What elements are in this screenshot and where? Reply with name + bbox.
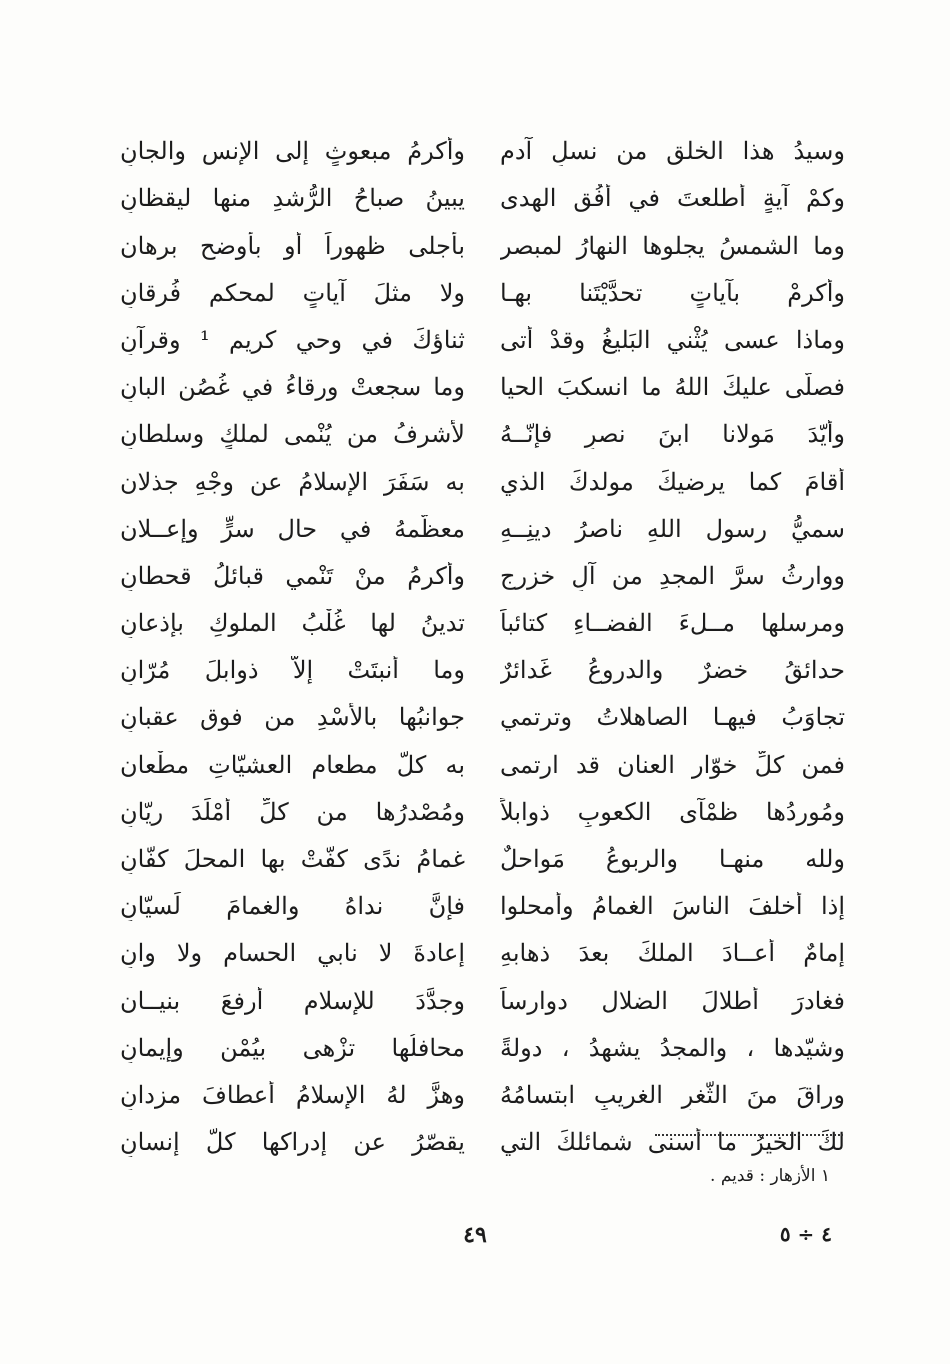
verse-sadr: لكَ الخيرُ ما أسنى شمائلكَ التي (500, 1128, 845, 1157)
verse-row (120, 411, 845, 458)
verse-sadr: وشيّدها ، والمجدُ يشهدُ ، دولةً (500, 1033, 845, 1062)
verse-row (120, 1119, 845, 1166)
verse-row (120, 977, 845, 1024)
verse-sadr: أقامَ كما يرضيكَ مولدكَ الذي (500, 467, 845, 496)
verse-row (120, 836, 845, 883)
verse-ajuz: معظّمهُ في حالِ سرٍّ وإعــلانِ (120, 514, 465, 543)
verse-row (120, 553, 845, 600)
verse-ajuz: لأشرفُ من يُنْمى لملكٍ وسلطانِ (120, 420, 465, 449)
verse-sadr: إمامٌ أعــادَ الملكَ بعدَ ذهابهِ (500, 939, 845, 968)
verse-ajuz: به كلُّ مطعامِ العشيّاتِ مطْعانِ (120, 750, 465, 779)
verse-row (120, 175, 845, 222)
printer-signature-mark: ٤ ÷ ٥ (779, 1222, 832, 1246)
verse-ajuz: بأجلى ظهوراً أو بأوضحِ برهانِ (120, 231, 465, 260)
verse-ajuz: فإنَّ نداهُ والغمامَ لَسيّانِ (120, 892, 465, 921)
verse-row (120, 1025, 845, 1072)
verse-ajuz: جوانبُها بالأسْدِ من فوقِ عقبانِ (120, 703, 465, 732)
poem-body (120, 128, 845, 1157)
verse-sadr: سميُّ رسولِ اللهِ ناصرُ دينِــهِ (500, 514, 845, 543)
verse-ajuz: وما أنبتَتْ إلاّ ذوابلَ مُرّانِ (120, 656, 465, 685)
verse-row (120, 222, 845, 269)
verse-ajuz: يقصّرُ عن إدراكها كلُّ إنسانِ (120, 1128, 465, 1157)
verse-row (120, 883, 845, 930)
verse-row (120, 789, 845, 836)
verse-sadr: وأكرمْ بآياتٍ تحدَّيْتَنا بهـا (500, 278, 845, 307)
verse-ajuz: ثناؤكَ في وحيٍ كريمٍ ¹ وقرآنِ (120, 325, 465, 354)
verse-row (120, 317, 845, 364)
verse-sadr: حدائقُ خضرٌ والدروعُ غَدائرٌ (500, 656, 845, 685)
verse-row (120, 694, 845, 741)
verse-row (120, 741, 845, 788)
verse-ajuz: وأكرمُ مبعوثٍ إلى الإنسِ والجانِ (120, 137, 465, 166)
verse-ajuz: وهزَّ لهُ الإسلامُ أعطافَ مزدانِ (120, 1080, 465, 1109)
footnote-divider (655, 1134, 843, 1136)
verse-ajuz: وما سجعتْ ورقاءُ في غُصُنِ البانِ (120, 373, 465, 402)
verse-ajuz: غمامُ ندًى كفّتْ بها المحلَ كفّانِ (120, 845, 465, 873)
verse-ajuz: ومُصْدرُها من كلِّ أمْلَدَ ريّانِ (120, 797, 465, 826)
verse-row (120, 506, 845, 553)
verse-row (120, 930, 845, 977)
verse-ajuz: به سَفَرَ الإسلامُ عن وجْهِ جذلانِ (120, 467, 465, 496)
verse-ajuz: وجدَّدَ للإسلامِ أرفعَ بنيــانِ (120, 986, 465, 1015)
verse-sadr: ومرسلها مــلءَ الفضــاءِ كتائباً (500, 609, 845, 638)
verse-row (120, 647, 845, 694)
verse-row (120, 600, 845, 647)
verse-sadr: إذا أخلفَ الناسَ الغمامُ وأمحلوا (500, 892, 845, 921)
verse-sadr: وما الشمسُ يجلوها النهارُ لمبصرٍ (500, 231, 845, 260)
verse-sadr: ومُوردُها ظمْآى الكعوبِ ذوابلاً (500, 797, 845, 826)
verse-sadr: تجاوَبُ فيهـا الصاهلاتُ وترتمي (500, 703, 845, 732)
verse-sadr: فغادرَ أطلالَ الضلالِ دوارساً (500, 986, 845, 1015)
verse-sadr: فمن كلِّ خوّارِ العنانِ قد ارتمى (500, 750, 845, 779)
verse-sadr: وأيّدَ مَولانا ابنَ نصرٍ فإنّــهُ (500, 420, 845, 449)
verse-sadr: ووارثُ سرَّ المجدِ من آلِ خزرجٍ (500, 561, 845, 590)
verse-row (120, 270, 845, 317)
verse-row (120, 128, 845, 175)
verse-ajuz: إعادةَ لا نابي الحسامِ ولا وانِ (120, 939, 465, 968)
verse-sadr: وكمْ آيةٍ أطلعتَ في أُفُقِ الهدى (500, 184, 845, 213)
verse-sadr: وماذا عسى يُثْني البَليغُ وقدْ أتى (500, 325, 845, 354)
verse-ajuz: محافلُها تزْهى بيُمْنٍ وإيمانِ (120, 1033, 465, 1062)
verse-row (120, 458, 845, 505)
verse-sadr: ولله منهـا والربوعُ مَواحلٌ (500, 845, 845, 873)
verse-ajuz: يبينُ صباحُ الرُّشدِ منها ليقظانِ (120, 184, 465, 213)
verse-ajuz: وأكرمُ منْ تَنْمي قبائلُ قحطانِ (120, 561, 465, 590)
verse-ajuz: تدينُ لها غُلْبُ الملوكِ بإذعانِ (120, 609, 465, 638)
verse-sadr: وسيدُ هذا الخلقِ من نسلِ آدمٍ (500, 137, 845, 166)
verse-ajuz: ولا مثلَ آياتٍ لمحكمِ فُرقانِ (120, 278, 465, 307)
page-number: ٤٩ (463, 1222, 487, 1248)
verse-sadr: فصلّى عليكَ اللهُ ما انسكبَ الحيا (500, 373, 845, 402)
verse-row (120, 364, 845, 411)
footnote: ١ الأزهار : قديم . (710, 1166, 830, 1186)
verse-sadr: وراقَ منَ الثّغرِ الغريبِ ابتسامُهُ (500, 1080, 845, 1109)
verse-row (120, 1072, 845, 1119)
